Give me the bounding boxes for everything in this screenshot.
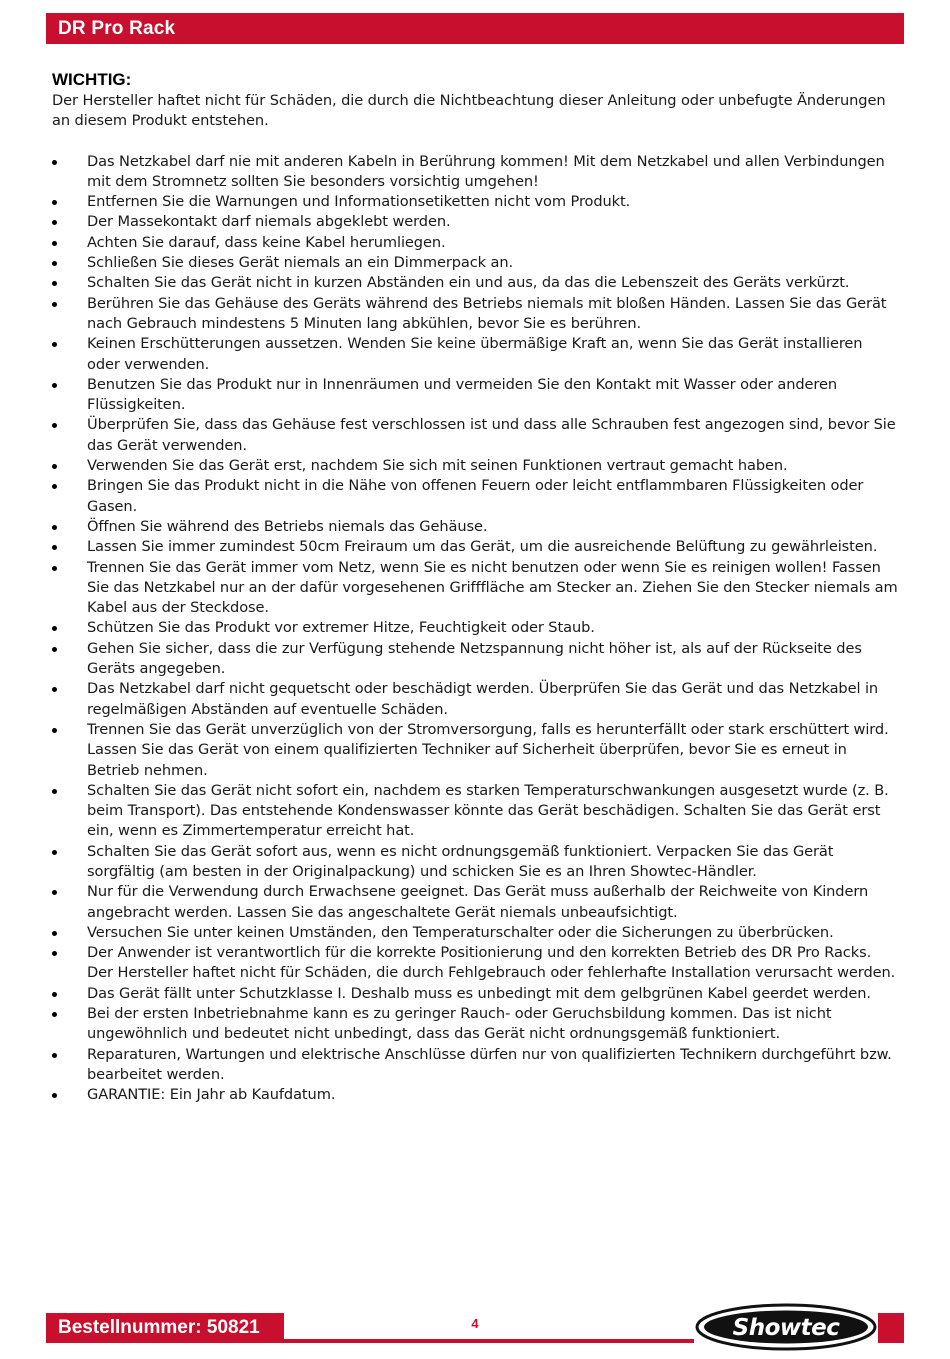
bullet-icon <box>52 484 57 489</box>
list-item <box>52 781 902 842</box>
bullet-icon <box>52 789 57 794</box>
bullet-icon <box>52 728 57 733</box>
list-item <box>52 1045 902 1086</box>
page-number: 4 <box>471 1316 479 1331</box>
warning-heading: WICHTIG: <box>52 70 132 89</box>
list-item-text: Der Anwender ist verantwortlich für die korrekte Positionierung und den korrekten Betrieb des DR Pro Racks. Der Hersteller haftet nicht für Schäden, die durch Fehlgebrauch oder fehlerhafte Installation verursacht werden. <box>87 944 896 982</box>
list-item <box>52 233 902 253</box>
list-item-text: Das Gerät fällt unter Schutzklasse I. Deshalb muss es unbedingt mit dem gelbgrünen Kabel geerdet werden. <box>87 984 871 1002</box>
list-item-text: GARANTIE: Ein Jahr ab Kaufdatum. <box>87 1086 336 1104</box>
list-item-text: Berühren Sie das Gehäuse des Geräts während des Betriebs niemals mit bloßen Händen. Lassen Sie das Gerät nach Gebrauch mindestens 5 Minuten lang abkühlen, bevor Sie es berühren. <box>87 294 887 332</box>
bullet-icon <box>52 1012 57 1017</box>
bullet-icon <box>52 951 57 956</box>
bullet-icon <box>52 687 57 692</box>
bullet-icon <box>52 261 57 266</box>
list-item <box>52 842 902 883</box>
list-item <box>52 415 902 456</box>
list-item <box>52 679 902 720</box>
bullet-icon <box>52 890 57 895</box>
bullet-icon <box>52 992 57 997</box>
bullet-icon <box>52 464 57 469</box>
bullet-icon <box>52 383 57 388</box>
document-title: DR Pro Rack <box>58 17 176 39</box>
list-item <box>52 476 902 517</box>
list-item <box>52 882 902 923</box>
list-item <box>52 558 902 619</box>
list-item <box>52 334 902 375</box>
list-item-text: Trennen Sie das Gerät immer vom Netz, wenn Sie es nicht benutzen oder wenn Sie es reinigen wollen! Fassen Sie das Netzkabel nur an der dafür vorgesehenen Grifffläche am Stecker an. Ziehen Sie den Stecker niemals am Kabel aus der Steckdose. <box>87 558 898 617</box>
list-item-text: Reparaturen, Wartungen und elektrische Anschlüsse dürfen nur von qualifizierten Technikern durchgeführt bzw. bearbeitet werden. <box>87 1045 892 1083</box>
footer-corner <box>878 1313 904 1343</box>
list-item-text: Schützen Sie das Produkt vor extremer Hitze, Feuchtigkeit oder Staub. <box>87 619 595 637</box>
bullet-icon <box>52 423 57 428</box>
list-item-text: Gehen Sie sicher, dass die zur Verfügung stehende Netzspannung nicht höher ist, als auf der Rückseite des Geräts angegeben. <box>87 639 862 678</box>
list-item <box>52 294 902 335</box>
list-item <box>52 639 902 680</box>
list-item <box>52 720 902 781</box>
bullet-icon <box>52 241 57 246</box>
list-item-text: Benutzen Sie das Produkt nur in Innenräumen und vermeiden Sie den Kontakt mit Wasser oder anderen Flüssigkeiten. <box>87 375 838 414</box>
bullet-icon <box>52 302 57 307</box>
bullet-icon <box>52 545 57 550</box>
bullet-icon <box>52 220 57 225</box>
list-item <box>52 273 902 293</box>
bullet-icon <box>52 626 57 631</box>
bullet-icon <box>52 200 57 205</box>
bullet-icon <box>52 566 57 571</box>
footer-divider <box>284 1339 694 1343</box>
list-item <box>52 1085 902 1105</box>
list-item-text: Schließen Sie dieses Gerät niemals an ein Dimmerpack an. <box>87 254 514 272</box>
bullet-icon <box>52 647 57 652</box>
bullet-icon <box>52 281 57 286</box>
list-item-text: Nur für die Verwendung durch Erwachsene geeignet. Das Gerät muss außerhalb der Reichweite von Kindern angebracht werden. Lassen Sie das angeschaltete Gerät niemals unbeaufsichtigt. <box>87 883 869 921</box>
bullet-icon <box>52 342 57 347</box>
logo-text: Showtec <box>732 1315 840 1341</box>
bullet-icon <box>52 931 57 936</box>
list-item-text: Trennen Sie das Gerät unverzüglich von der Stromversorgung, falls es herunterfällt oder stark erschüttert wird. Lassen Sie das Gerät von einem qualifizierten Techniker auf Sicherheit überprüfen, bevor Sie es erneut in Betrieb nehmen. <box>87 720 889 779</box>
bullet-icon <box>52 850 57 855</box>
showtec-logo <box>694 1302 878 1352</box>
bullet-icon <box>52 1053 57 1058</box>
list-item <box>52 1004 902 1045</box>
list-item <box>52 375 902 416</box>
list-item-text: Das Netzkabel darf nie mit anderen Kabeln in Berührung kommen! Mit dem Netzkabel und allen Verbindungen mit dem Stromnetz sollten Sie besonders vorsichtig umgehen! <box>87 152 885 190</box>
list-item <box>52 517 902 537</box>
warning-intro: Der Hersteller haftet nicht für Schäden, die durch die Nichtbeachtung dieser Anleitung oder unbefugte Änderungen an diesem Produkt entstehen. <box>52 92 886 130</box>
list-item <box>52 253 902 273</box>
list-item-text: Verwenden Sie das Gerät erst, nachdem Sie sich mit seinen Funktionen vertraut gemacht haben. <box>87 457 788 475</box>
list-item <box>52 192 902 212</box>
list-item-text: Öffnen Sie während des Betriebs niemals das Gehäuse. <box>87 517 488 535</box>
order-number: Bestellnummer: 50821 <box>58 1317 260 1338</box>
bullet-icon <box>52 1093 57 1098</box>
list-item-text: Bringen Sie das Produkt nicht in die Nähe von offenen Feuern oder leicht entflammbaren Flüssigkeiten oder Gasen. <box>87 477 864 515</box>
list-item <box>52 984 902 1004</box>
list-item <box>52 923 902 943</box>
list-item <box>52 943 902 984</box>
bullet-icon <box>52 525 57 530</box>
list-item <box>52 456 902 476</box>
list-item <box>52 618 902 638</box>
list-item-text: Lassen Sie immer zumindest 50cm Freiraum um das Gerät, um die ausreichende Belüftung zu gewährleisten. <box>87 538 878 556</box>
list-item-text: Entfernen Sie die Warnungen und Informationsetiketten nicht vom Produkt. <box>87 193 631 211</box>
list-item-text: Der Massekontakt darf niemals abgeklebt werden. <box>87 213 451 231</box>
list-item-text: Schalten Sie das Gerät nicht sofort ein, nachdem es starken Temperaturschwankungen ausgesetzt wurde (z. B. beim Transport). Das entstehende Kondenswasser könnte das Gerät beschädigen. Schalten Sie das Gerät erst ein, wenn es Zimmertemperatur erreicht hat. <box>87 781 889 840</box>
list-item <box>52 537 902 557</box>
list-item-text: Bei der ersten Inbetriebnahme kann es zu geringer Rauch- oder Geruchsbildung kommen. Das ist nicht ungewöhnlich und bedeutet nicht unbedingt, dass das Gerät nicht ordnungsgemäß funktioniert. <box>87 1005 832 1043</box>
list-item-text: Schalten Sie das Gerät sofort aus, wenn es nicht ordnungsgemäß funktioniert. Verpacken Sie das Gerät sorgfältig (am besten in der Originalpackung) und schicken Sie es an Ihren Showtec-Händler. <box>87 842 834 880</box>
safety-section <box>52 69 902 1106</box>
footer-order-bar <box>46 1313 284 1343</box>
list-item-text: Achten Sie darauf, dass keine Kabel herumliegen. <box>87 233 446 251</box>
list-item <box>52 152 902 193</box>
safety-list <box>52 152 902 1106</box>
header-bar <box>46 13 904 44</box>
list-item <box>52 212 902 232</box>
list-item-text: Keinen Erschütterungen aussetzen. Wenden Sie keine übermäßige Kraft an, wenn Sie das Gerät installieren oder verwenden. <box>87 335 863 373</box>
list-item-text: Schalten Sie das Gerät nicht in kurzen Abständen ein und aus, da das die Lebenszeit des Geräts verkürzt. <box>87 274 850 292</box>
bullet-icon <box>52 160 57 165</box>
list-item-text: Versuchen Sie unter keinen Umständen, den Temperaturschalter oder die Sicherungen zu überbrücken. <box>87 923 834 941</box>
list-item-text: Das Netzkabel darf nicht gequetscht oder beschädigt werden. Überprüfen Sie das Gerät und das Netzkabel in regelmäßigen Abständen auf eventuelle Schäden. <box>87 680 879 718</box>
list-item-text: Überprüfen Sie, dass das Gehäuse fest verschlossen ist und dass alle Schrauben fest angezogen sind, bevor Sie das Gerät verwenden. <box>87 416 896 454</box>
